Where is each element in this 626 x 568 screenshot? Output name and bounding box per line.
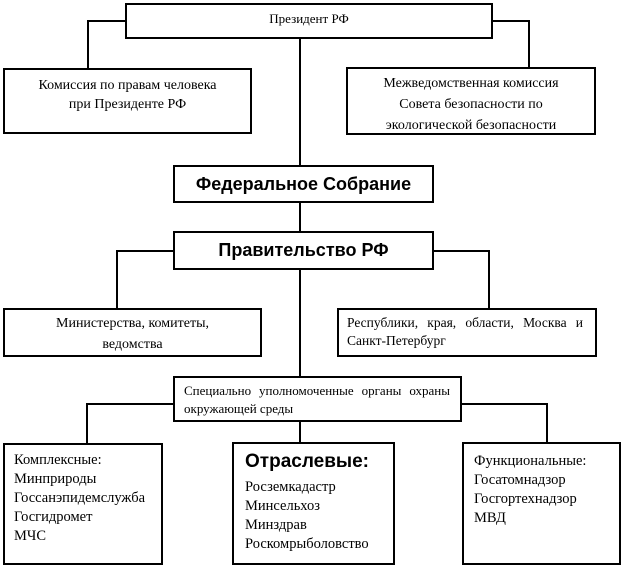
node-sectoral-bodies-title: Отраслевые: bbox=[245, 451, 370, 472]
node-human-rights-commission-line1: Комиссия по правам человека bbox=[38, 78, 217, 93]
connector-government-ministries-h bbox=[117, 250, 173, 252]
list-item: Госсанэпидемслужба bbox=[14, 490, 146, 506]
node-sectoral-bodies bbox=[232, 442, 395, 565]
list-item: Госгортехнадзор bbox=[474, 491, 577, 507]
list-item: Роскомрыболовство bbox=[245, 536, 369, 552]
connector-government-ministries-v bbox=[116, 250, 118, 308]
list-item: Росземкадастр bbox=[245, 479, 336, 495]
node-federal-assembly bbox=[173, 165, 434, 203]
list-item: Минздрав bbox=[245, 517, 307, 533]
node-regions-line2: Санкт-Петербург bbox=[347, 332, 446, 348]
node-interdepartmental-commission-line3: экологической безопасности bbox=[385, 118, 557, 133]
node-government bbox=[173, 231, 434, 270]
connector-president-commission-h bbox=[87, 20, 125, 22]
node-interdepartmental-commission-line2: Совета безопасности по bbox=[399, 97, 543, 112]
connector-special-complex-v bbox=[86, 403, 88, 443]
node-special-bodies bbox=[173, 376, 462, 422]
node-federal-assembly-label: Федеральное Собрание bbox=[195, 173, 412, 194]
node-functional-bodies-list bbox=[474, 471, 615, 528]
node-human-rights-commission-line2: при Президенте РФ bbox=[68, 97, 187, 112]
node-ministries bbox=[3, 308, 262, 357]
node-president-label: Президент РФ bbox=[269, 11, 349, 26]
connector-president-interdep-h bbox=[492, 20, 530, 22]
node-regions-line1: Республики, края, области, Москва и bbox=[347, 315, 583, 330]
node-interdepartmental-commission bbox=[346, 67, 596, 135]
node-ministries-line2: ведомства bbox=[102, 337, 163, 352]
node-functional-bodies-title: Функциональные: bbox=[474, 453, 587, 469]
list-item: МВД bbox=[474, 510, 506, 526]
connector-government-regions-v bbox=[488, 250, 490, 308]
node-human-rights-commission bbox=[3, 68, 252, 134]
connector-government-regions-h bbox=[434, 250, 490, 252]
node-complex-bodies-list bbox=[14, 470, 157, 546]
connector-special-functional-v bbox=[546, 403, 548, 442]
connector-president-federal-assembly bbox=[299, 39, 301, 165]
connector-president-interdep-v bbox=[528, 20, 530, 67]
list-item: Минсельхоз bbox=[245, 498, 320, 514]
node-government-label: Правительство РФ bbox=[218, 240, 389, 260]
connector-federal-assembly-government bbox=[299, 203, 301, 231]
node-president bbox=[125, 3, 493, 39]
connector-special-bodies-sectoral bbox=[299, 422, 301, 442]
connector-president-commission-v bbox=[87, 20, 89, 68]
node-complex-bodies-title: Комплексные: bbox=[14, 452, 102, 468]
list-item: Госгидромет bbox=[14, 509, 93, 525]
node-sectoral-bodies-list bbox=[245, 478, 389, 554]
list-item: МЧС bbox=[14, 528, 46, 544]
connector-special-functional-h bbox=[462, 403, 548, 405]
connector-government-special-bodies bbox=[299, 270, 301, 376]
list-item: Госатомнадзор bbox=[474, 472, 566, 488]
node-special-bodies-line2: окружающей среды bbox=[184, 401, 294, 416]
node-special-bodies-line1: Специально уполномоченные органы охраны bbox=[184, 383, 450, 398]
node-interdepartmental-commission-line1: Межведомственная комиссия bbox=[383, 76, 559, 91]
connector-special-complex-h bbox=[87, 403, 173, 405]
node-regions bbox=[337, 308, 597, 357]
list-item: Минприроды bbox=[14, 471, 97, 487]
node-complex-bodies bbox=[3, 443, 163, 565]
node-ministries-line1: Министерства, комитеты, bbox=[56, 316, 209, 331]
node-functional-bodies bbox=[462, 442, 621, 565]
